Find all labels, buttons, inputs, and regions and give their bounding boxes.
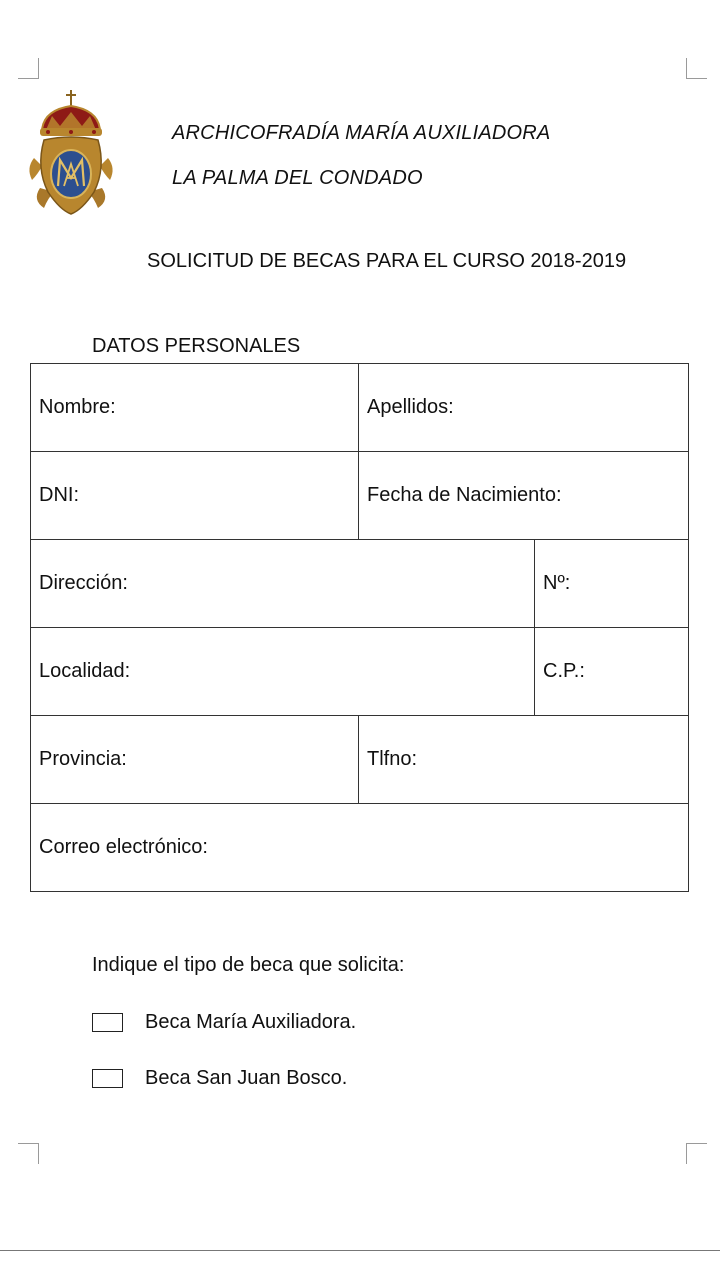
scholarship-question: Indique el tipo de beca que solicita:: [92, 954, 405, 976]
checkbox-beca-maria-auxiliadora[interactable]: [92, 1013, 123, 1032]
option-label: Beca María Auxiliadora.: [145, 1011, 357, 1033]
option-label: Beca San Juan Bosco.: [145, 1067, 348, 1089]
table-row: [31, 716, 689, 804]
option-beca-maria-auxiliadora[interactable]: [92, 1011, 356, 1034]
page-corner-mark: [686, 1143, 707, 1164]
checkbox-beca-san-juan-bosco[interactable]: [92, 1069, 123, 1088]
crest-logo: [24, 88, 118, 216]
field-cp[interactable]: C.P.:: [535, 628, 689, 716]
field-fecha-nacimiento[interactable]: Fecha de Nacimiento:: [359, 452, 689, 540]
page-bottom-divider: [0, 1250, 720, 1251]
field-correo[interactable]: Correo electrónico:: [31, 804, 689, 892]
table-row: [31, 804, 689, 892]
section-title-personal-data: DATOS PERSONALES: [92, 335, 301, 357]
organization-name: ARCHICOFRADÍA MARÍA AUXILIADORA: [172, 122, 551, 144]
table-row: [31, 452, 689, 540]
page-corner-mark: [18, 58, 39, 79]
field-nombre[interactable]: Nombre:: [31, 364, 359, 452]
table-row: [31, 540, 689, 628]
personal-data-table: [30, 363, 689, 892]
field-localidad[interactable]: Localidad:: [31, 628, 535, 716]
table-row: [31, 364, 689, 452]
field-dni[interactable]: DNI:: [31, 452, 359, 540]
option-beca-san-juan-bosco[interactable]: [92, 1067, 347, 1090]
page-corner-mark: [18, 1143, 39, 1164]
field-tlfno[interactable]: Tlfno:: [359, 716, 689, 804]
organization-location: LA PALMA DEL CONDADO: [172, 167, 423, 189]
document-title: SOLICITUD DE BECAS PARA EL CURSO 2018-2019: [147, 250, 627, 272]
field-direccion[interactable]: Dirección:: [31, 540, 535, 628]
field-numero[interactable]: Nº:: [535, 540, 689, 628]
field-apellidos[interactable]: Apellidos:: [359, 364, 689, 452]
page-corner-mark: [686, 58, 707, 79]
field-provincia[interactable]: Provincia:: [31, 716, 359, 804]
table-row: [31, 628, 689, 716]
